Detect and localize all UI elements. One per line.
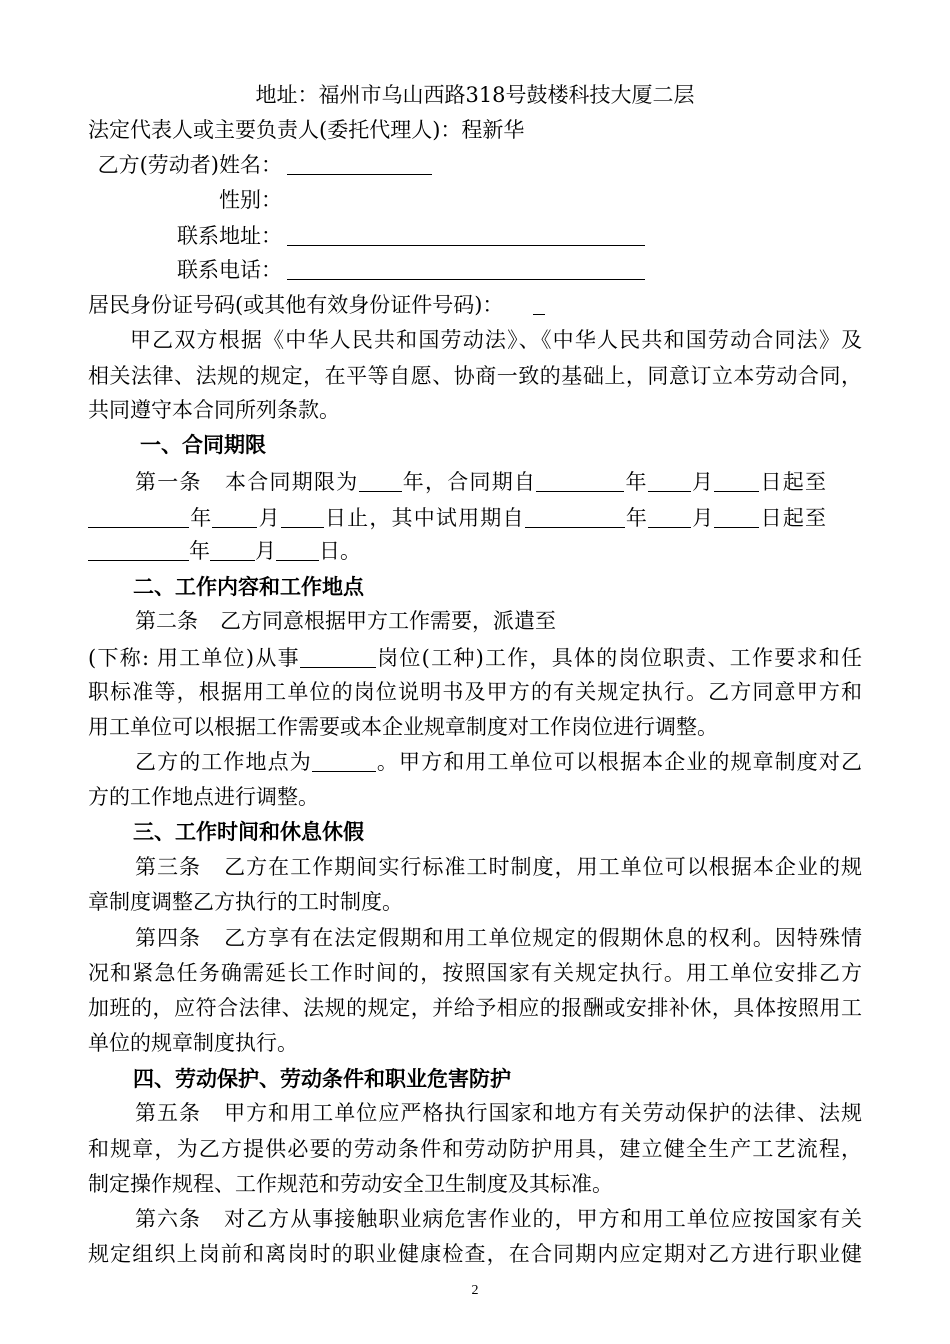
party-b-address-row xyxy=(88,219,648,254)
article-label: 第五条 xyxy=(135,1101,202,1125)
page-number: 2 xyxy=(471,1283,479,1298)
party-b-gender-row xyxy=(88,183,648,218)
section-heading: 三、工作时间和休息休假 xyxy=(133,820,364,844)
article-label: 第四条 xyxy=(135,926,202,950)
article-text: 月 xyxy=(257,506,281,530)
article-text: 月 xyxy=(255,539,276,563)
article-text: 乙方的工作地点为 xyxy=(135,750,312,774)
article-text: 日。 xyxy=(319,539,361,563)
article-text: 日起至 xyxy=(759,470,826,494)
article-6-line: 规定组织上岗前和离岗时的职业健康检查，在合同期内应定期对乙方进行职业健 xyxy=(88,1242,862,1266)
article-1-line xyxy=(135,465,826,500)
preamble-line: 相关法律、法规的规定，在平等自愿、协商一致的基础上，同意订立本劳动合同， xyxy=(88,364,862,388)
article-2-line: 职标准等，根据用工单位的岗位说明书及甲方的有关规定执行。乙方同意甲方和 xyxy=(88,680,862,704)
party-b-address-field xyxy=(287,225,645,246)
contract-term-years-blank xyxy=(359,471,402,492)
trial-end-year-blank xyxy=(88,540,189,561)
article-1-line xyxy=(88,534,361,569)
trial-end-month-blank xyxy=(210,540,255,561)
party-b-id-row xyxy=(88,288,568,323)
article-label: 第一条 xyxy=(135,470,202,494)
article-text: 本合同期限为 xyxy=(223,470,359,494)
work-location-line: 方的工作地点进行调整。 xyxy=(88,785,319,809)
legal-rep-name: 程新华 xyxy=(461,118,525,142)
end-year-blank xyxy=(88,507,189,528)
article-label: 第六条 xyxy=(135,1207,202,1231)
article-4-line: 加班的，应符合法律、法规的规定，并给予相应的报酬或安排补休，具体按照用工 xyxy=(88,996,862,1020)
article-5-line xyxy=(135,1096,862,1131)
trial-start-day-blank xyxy=(714,507,759,528)
article-text: 日起至 xyxy=(759,506,827,530)
article-text: 甲方和用工单位应严格执行国家和地方有关劳动保护的法律、法规 xyxy=(223,1101,862,1125)
article-text: 日止，其中试用期自 xyxy=(323,506,525,530)
job-position-blank xyxy=(300,647,376,668)
party-b-phone-row xyxy=(88,253,648,288)
article-text: 年 xyxy=(624,470,648,494)
article-5-line: 和规章，为乙方提供必要的劳动条件和劳动防护用具，建立健全生产工艺流程， xyxy=(88,1137,862,1161)
legal-rep-label: 法定代表人或主要负责人(委托代理人)： xyxy=(88,118,462,142)
party-b-address-label: 联系地址： xyxy=(177,224,282,248)
end-day-blank xyxy=(281,507,324,528)
party-b-id-field xyxy=(533,294,545,315)
article-3-line: 章制度调整乙方执行的工时制度。 xyxy=(88,890,403,914)
article-text: 对乙方从事接触职业病危害作业的，甲方和用工单位应按国家有关 xyxy=(223,1207,862,1231)
article-text: 。甲方和用工单位可以根据本企业的规章制度对乙 xyxy=(375,750,863,774)
preamble-line: 甲乙双方根据《中华人民共和国劳动法》、《中华人民共和国劳动合同法》及 xyxy=(130,328,862,352)
article-4-line xyxy=(135,921,862,956)
article-text: 岗位(工种)工作，具体的岗位职责、工作要求和任 xyxy=(375,646,863,670)
work-location-line xyxy=(135,745,862,780)
article-text: 乙方同意根据甲方工作需要，派遣至 xyxy=(220,609,556,633)
article-5-line: 制定操作规程、工作规范和劳动安全卫生制度及其标准。 xyxy=(88,1172,613,1196)
start-year-blank xyxy=(536,471,624,492)
party-b-name-row xyxy=(88,148,648,183)
article-2-line xyxy=(88,641,862,676)
article-4-line: 况和紧急任务确需延长工作时间的，按照国家有关规定执行。用工单位安排乙方 xyxy=(88,961,862,985)
section-heading: 四、劳动保护、劳动条件和职业危害防护 xyxy=(133,1067,511,1091)
article-label: 第二条 xyxy=(135,609,198,633)
article-text: 年 xyxy=(189,539,210,563)
trial-start-month-blank xyxy=(648,507,691,528)
article-4-line: 单位的规章制度执行。 xyxy=(88,1031,298,1055)
party-b-gender-label: 性别： xyxy=(219,188,282,212)
article-text: 年，合同期自 xyxy=(401,470,537,494)
article-label: 第三条 xyxy=(135,855,202,879)
party-b-phone-label: 联系电话： xyxy=(177,258,282,282)
article-6-line xyxy=(135,1202,862,1237)
article-text: 年 xyxy=(189,506,213,530)
start-month-blank xyxy=(648,471,691,492)
article-3-line xyxy=(135,850,862,885)
article-text: 乙方在工作期间实行标准工时制度，用工单位可以根据本企业的规 xyxy=(223,855,862,879)
party-b-phone-field xyxy=(287,259,645,280)
end-month-blank xyxy=(212,507,257,528)
article-text: 乙方享有在法定假期和用工单位规定的假期休息的权利。因特殊情 xyxy=(223,926,862,950)
article-text: 月 xyxy=(690,470,715,494)
article-2-line: 用工单位可以根据工作需要或本企业规章制度对工作岗位进行调整。 xyxy=(88,715,718,739)
article-1-line xyxy=(88,501,826,536)
article-text: (下称: 用工单位)从事 xyxy=(88,646,300,670)
article-2-line xyxy=(135,604,556,639)
work-location-blank xyxy=(312,751,376,772)
party-b-name-label: 乙方(劳动者)姓名： xyxy=(97,153,282,177)
party-b-name-field xyxy=(287,154,432,175)
trial-end-day-blank xyxy=(276,540,319,561)
article-text: 年 xyxy=(624,506,649,530)
legal-representative-line xyxy=(88,113,524,148)
section-heading: 一、合同期限 xyxy=(140,433,266,457)
article-text: 月 xyxy=(691,506,715,530)
party-b-id-label: 居民身份证号码(或其他有效身份证件号码)： xyxy=(88,293,504,317)
start-day-blank xyxy=(714,471,759,492)
trial-start-year-blank xyxy=(525,507,625,528)
preamble-line: 共同遵守本合同所列条款。 xyxy=(88,398,340,422)
employer-address: 地址：福州市乌山西路318号鼓楼科技大厦二层 xyxy=(255,83,695,107)
section-heading: 二、工作内容和工作地点 xyxy=(133,575,364,599)
